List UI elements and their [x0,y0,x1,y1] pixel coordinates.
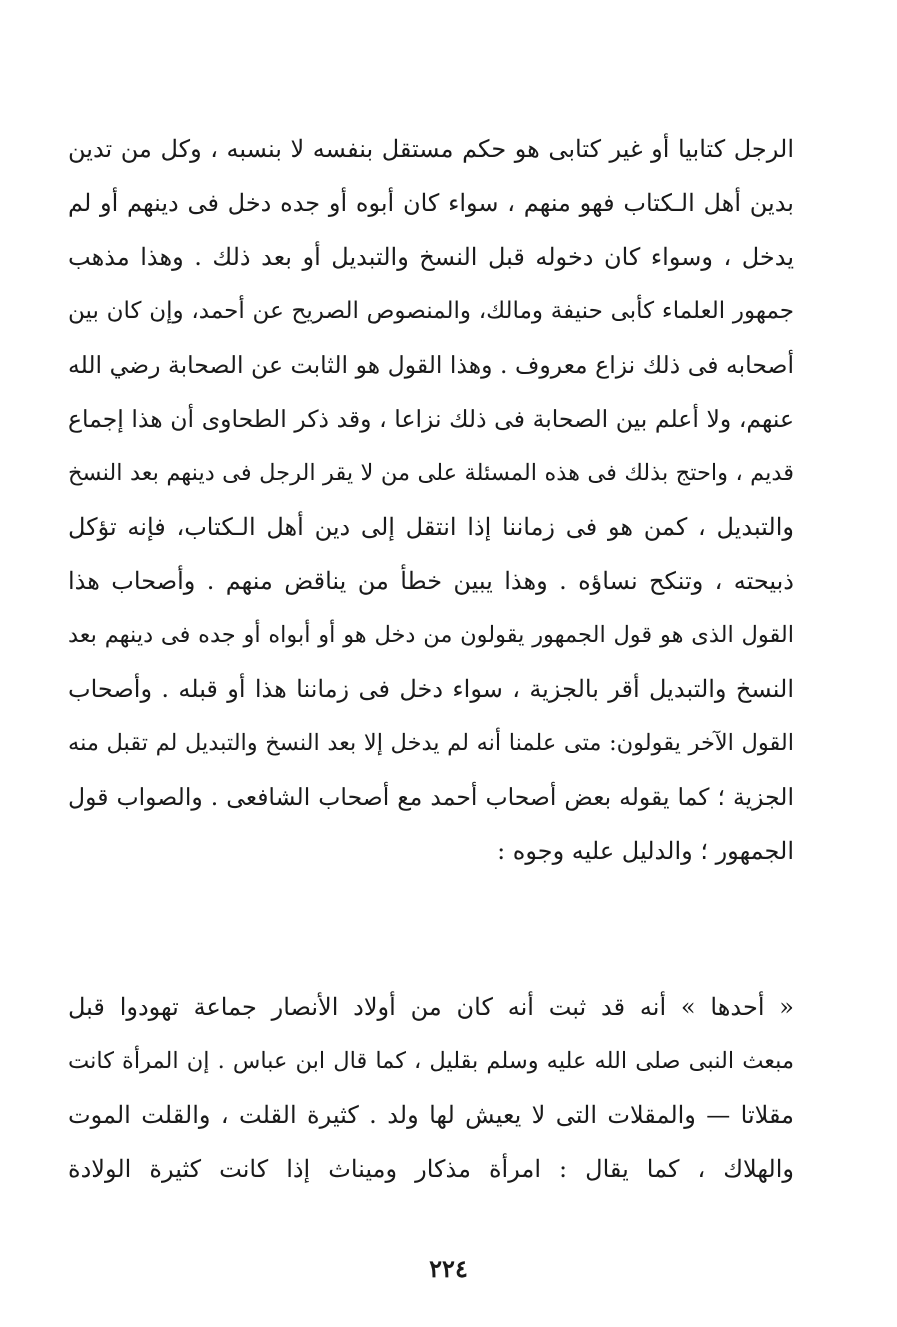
page-number: ٢٢٤ [429,1254,468,1283]
paragraph-main-argument [68,122,794,878]
text-line: الرجل كتابيا أو غير كتابى هو حكم مستقل بنفسه لا بنسبه ، وكل من تدين [68,135,794,163]
text-line: مبعث النبى صلى الله عليه وسلم بقليل ، كما قال ابن عباس . إن المرأة كانت [68,1048,794,1074]
paragraph-first-evidence [68,980,794,1196]
text-line: والتبديل ، كمن هو فى زماننا إذا انتقل إلى دين أهل الـكتاب، فإنه تؤكل [68,513,794,541]
text-line: يدخل ، وسواء كان دخوله قبل النسخ والتبديل أو بعد ذلك . وهذا مذهب [68,243,794,271]
text-line: ذبيحته ، وتنكح نساؤه . وهذا يبين خطأ من يناقض منهم . وأصحاب هذا [68,567,794,595]
text-line: الجمهور ؛ والدليل عليه وجوه : [497,837,794,865]
text-line: الجزية ؛ كما يقوله بعض أصحاب أحمد مع أصحاب الشافعى . والصواب قول [68,783,794,811]
text-line: مقلاتا — والمقلات التى لا يعيش لها ولد . كثيرة القلت ، والقلت الموت [68,1101,794,1129]
text-line: والهلاك ، كما يقال : امرأة مذكار ومیناث إذا كانت كثيرة الولادة [68,1155,794,1183]
text-line: القول الذى هو قول الجمهور يقولون من دخل هو أو أبواه أو جده فى دينهم بعد [68,622,794,648]
text-line: عنهم، ولا أعلم بين الصحابة فى ذلك نزاعا ، وقد ذكر الطحاوى أن هذا إجماع [68,405,794,433]
text-line: النسخ والتبديل أقر بالجزية ، سواء دخل فى زماننا هذا أو قبله . وأصحاب [68,675,794,703]
text-line: جمهور العلماء كأبى حنيفة ومالك، والمنصوص الصريح عن أحمد، وإن كان بين [68,298,794,324]
text-line: « أحدها » أنه قد ثبت أنه كان من أولاد الأنصار جماعة تهودوا قبل [68,993,794,1021]
text-line: القول الآخر يقولون: متى علمنا أنه لم يدخل إلا بعد النسخ والتبديل لم تقبل منه [68,730,794,756]
text-line: قديم ، واحتج بذلك فى هذه المسئلة على من لا يقر الرجل فى دينهم بعد النسخ [68,460,794,486]
text-line: أصحابه فى ذلك نزاع معروف . وهذا القول هو الثابت عن الصحابة رضي الله [68,351,794,379]
text-line: بدين أهل الـكتاب فهو منهم ، سواء كان أبوه أو جده دخل فى دينهم أو لم [68,189,794,217]
